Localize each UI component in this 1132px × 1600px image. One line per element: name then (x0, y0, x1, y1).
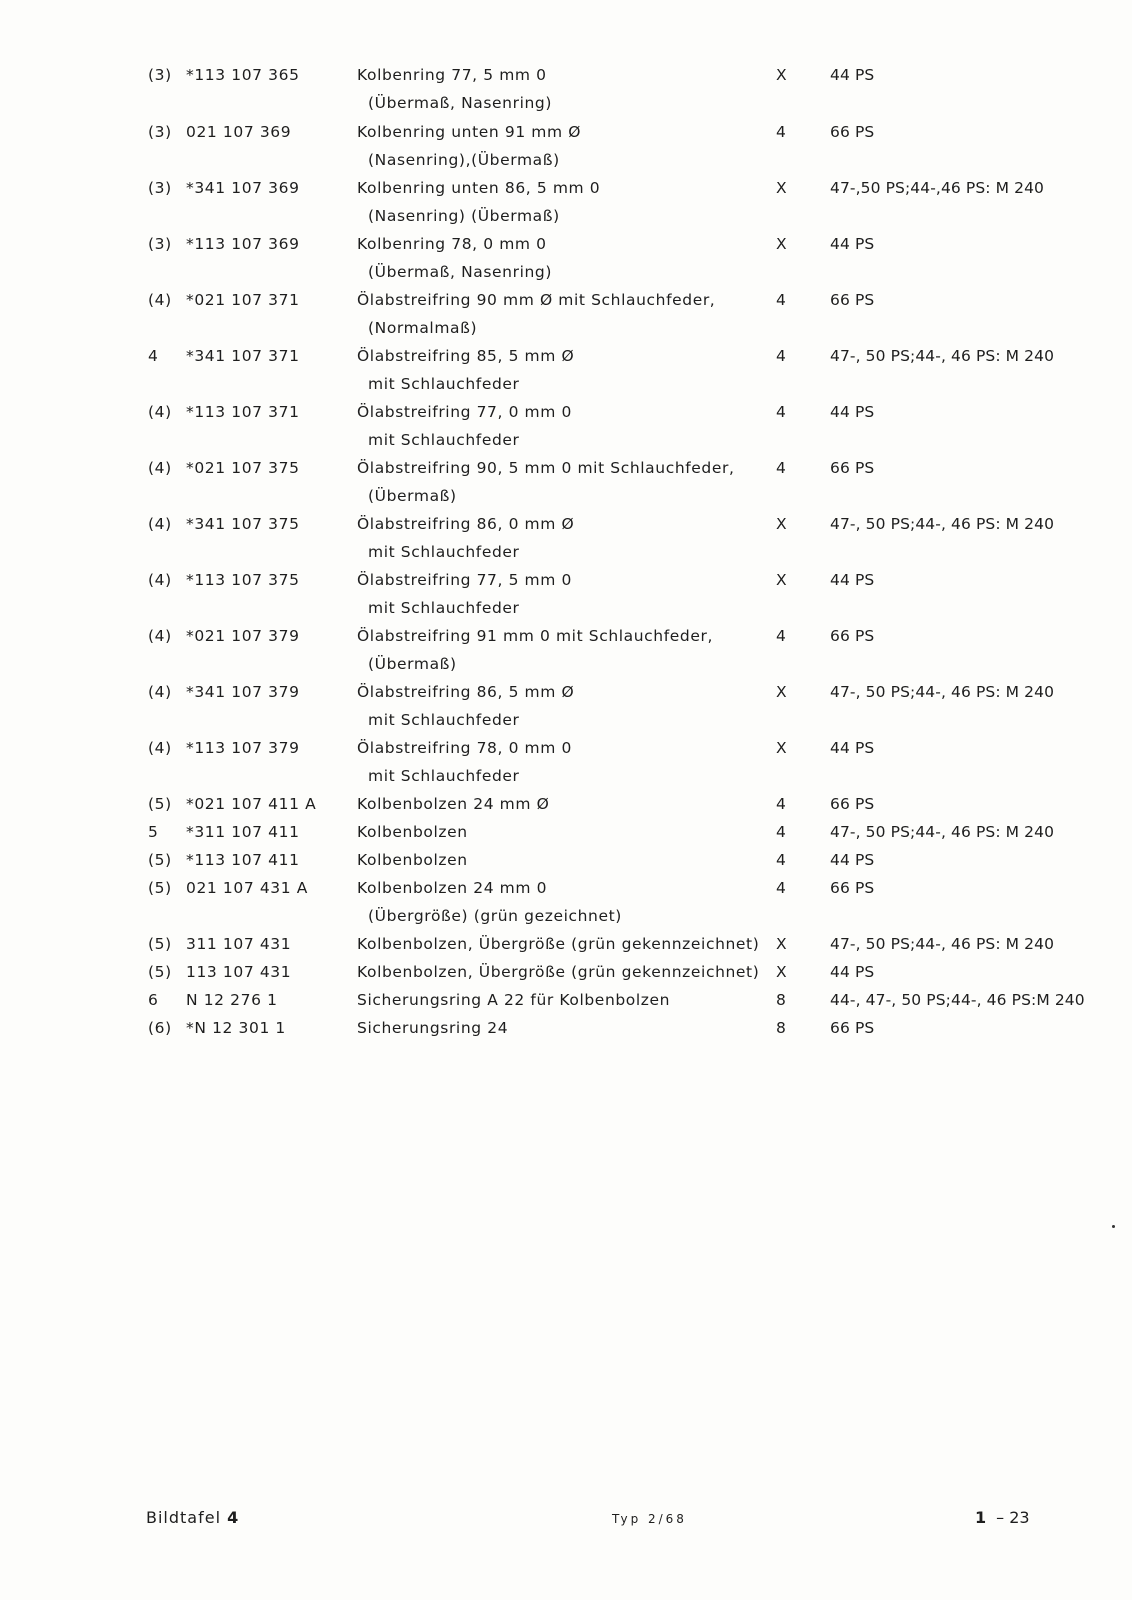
quantity: 4 (776, 123, 787, 141)
remark: 66 PS (830, 879, 875, 897)
description: Ölabstreifring 86, 0 mm Ø (357, 515, 575, 533)
parts-row (0, 235, 1132, 261)
description: Kolbenring unten 86, 5 mm 0 (357, 179, 601, 197)
quantity: 4 (776, 823, 787, 841)
part-number: *021 107 371 (186, 291, 300, 309)
part-number: *341 107 371 (186, 347, 300, 365)
item-ref: 4 (148, 347, 159, 365)
part-number: 021 107 369 (186, 123, 292, 141)
part-number: *341 107 379 (186, 683, 300, 701)
item-ref: (4) (148, 739, 172, 757)
part-number: *113 107 371 (186, 403, 300, 421)
parts-row (0, 851, 1132, 877)
type-label: Typ 2/68 (612, 1512, 687, 1526)
part-number: *N 12 301 1 (186, 1019, 286, 1037)
quantity: X (776, 515, 788, 533)
remark: 44 PS (830, 66, 875, 84)
remark: 66 PS (830, 459, 875, 477)
description: Ölabstreifring 90 mm Ø mit Schlauchfeder, (357, 291, 716, 309)
item-ref: 6 (148, 991, 159, 1009)
description-continuation: (Übermaß, Nasenring) (368, 94, 552, 112)
parts-row (0, 739, 1132, 765)
part-number: *113 107 369 (186, 235, 300, 253)
remark: 44 PS (830, 739, 875, 757)
description-continuation: mit Schlauchfeder (368, 543, 520, 561)
remark: 44 PS (830, 851, 875, 869)
description: Kolbenring unten 91 mm Ø (357, 123, 582, 141)
remark: 66 PS (830, 627, 875, 645)
remark: 47-, 50 PS;44-, 46 PS: M 240 (830, 823, 1055, 841)
description: Kolbenbolzen (357, 823, 468, 841)
item-ref: (3) (148, 66, 172, 84)
parts-row (0, 795, 1132, 821)
part-number: *341 107 375 (186, 515, 300, 533)
description-continuation: (Nasenring),(Übermaß) (368, 151, 560, 169)
description-continuation: mit Schlauchfeder (368, 375, 520, 393)
quantity: 8 (776, 1019, 787, 1037)
part-number: *341 107 369 (186, 179, 300, 197)
description: Sicherungsring A 22 für Kolbenbolzen (357, 991, 671, 1009)
parts-row (0, 683, 1132, 709)
description-continuation: mit Schlauchfeder (368, 431, 520, 449)
remark: 47-, 50 PS;44-, 46 PS: M 240 (830, 683, 1055, 701)
remark: 66 PS (830, 795, 875, 813)
item-ref: (6) (148, 1019, 172, 1037)
item-ref: (4) (148, 403, 172, 421)
description-continuation: (Übermaß, Nasenring) (368, 263, 552, 281)
item-ref: (4) (148, 683, 172, 701)
plate-label: Bildtafel (146, 1508, 222, 1527)
item-ref: (5) (148, 935, 172, 953)
quantity: X (776, 963, 788, 981)
parts-row (0, 347, 1132, 373)
description-continuation: (Übermaß) (368, 487, 457, 505)
plate-number: 4 (227, 1508, 240, 1527)
parts-row (0, 291, 1132, 317)
part-number: *311 107 411 (186, 823, 300, 841)
description-continuation: mit Schlauchfeder (368, 711, 520, 729)
part-number: *021 107 375 (186, 459, 300, 477)
remark: 47-,50 PS;44-,46 PS: M 240 (830, 179, 1045, 197)
page-number (975, 1508, 1030, 1527)
parts-row (0, 459, 1132, 485)
quantity: X (776, 935, 788, 953)
part-number: N 12 276 1 (186, 991, 278, 1009)
item-ref: (4) (148, 571, 172, 589)
description-continuation: (Nasenring) (Übermaß) (368, 207, 560, 225)
item-ref: (5) (148, 851, 172, 869)
quantity: 4 (776, 795, 787, 813)
parts-row (0, 991, 1132, 1017)
parts-row (0, 823, 1132, 849)
description: Kolbenring 77, 5 mm 0 (357, 66, 547, 84)
item-ref: (3) (148, 123, 172, 141)
part-number: *113 107 379 (186, 739, 300, 757)
parts-row (0, 879, 1132, 905)
quantity: X (776, 683, 788, 701)
quantity: 4 (776, 879, 787, 897)
quantity: X (776, 179, 788, 197)
part-number: *021 107 411 A (186, 795, 317, 813)
remark: 47-, 50 PS;44-, 46 PS: M 240 (830, 347, 1055, 365)
remark: 44 PS (830, 571, 875, 589)
item-ref: (5) (148, 879, 172, 897)
description: Kolbenbolzen 24 mm Ø (357, 795, 550, 813)
part-number: 021 107 431 A (186, 879, 308, 897)
item-ref: (4) (148, 459, 172, 477)
parts-row (0, 123, 1132, 149)
remark: 66 PS (830, 291, 875, 309)
description: Ölabstreifring 78, 0 mm 0 (357, 739, 572, 757)
parts-row (0, 1019, 1132, 1045)
page-separator: – (996, 1508, 1005, 1527)
description: Kolbenbolzen, Übergröße (grün gekennzeichnet) (357, 935, 760, 953)
description: Ölabstreifring 77, 5 mm 0 (357, 571, 572, 589)
parts-row (0, 571, 1132, 597)
quantity: 4 (776, 459, 787, 477)
remark: 44 PS (830, 403, 875, 421)
item-ref: (5) (148, 795, 172, 813)
quantity: X (776, 235, 788, 253)
parts-row (0, 403, 1132, 429)
description: Ölabstreifring 90, 5 mm 0 mit Schlauchfeder, (357, 459, 735, 477)
part-number: *113 107 365 (186, 66, 300, 84)
remark: 66 PS (830, 1019, 875, 1037)
description-continuation: mit Schlauchfeder (368, 599, 520, 617)
remark: 47-, 50 PS;44-, 46 PS: M 240 (830, 515, 1055, 533)
item-ref: (3) (148, 235, 172, 253)
remark: 66 PS (830, 123, 875, 141)
quantity: 4 (776, 291, 787, 309)
description: Ölabstreifring 85, 5 mm Ø (357, 347, 575, 365)
description: Ölabstreifring 77, 0 mm 0 (357, 403, 572, 421)
description: Kolbenbolzen, Übergröße (grün gekennzeichnet) (357, 963, 760, 981)
description-continuation: (Übergröße) (grün gezeichnet) (368, 907, 622, 925)
scan-speck (1112, 1225, 1115, 1228)
item-ref: (3) (148, 179, 172, 197)
part-number: 311 107 431 (186, 935, 292, 953)
remark: 44 PS (830, 963, 875, 981)
description: Kolbenbolzen (357, 851, 468, 869)
quantity: 4 (776, 347, 787, 365)
parts-row (0, 935, 1132, 961)
quantity: 4 (776, 851, 787, 869)
quantity: 4 (776, 627, 787, 645)
quantity: 4 (776, 403, 787, 421)
page-number-value: 23 (1009, 1508, 1030, 1527)
page-section: 1 (975, 1508, 987, 1527)
description: Sicherungsring 24 (357, 1019, 509, 1037)
parts-row (0, 627, 1132, 653)
description: Ölabstreifring 86, 5 mm Ø (357, 683, 575, 701)
item-ref: 5 (148, 823, 159, 841)
plate-reference (146, 1508, 239, 1527)
item-ref: (4) (148, 291, 172, 309)
description-continuation: mit Schlauchfeder (368, 767, 520, 785)
remark: 47-, 50 PS;44-, 46 PS: M 240 (830, 935, 1055, 953)
part-number: *113 107 411 (186, 851, 300, 869)
parts-row (0, 963, 1132, 989)
item-ref: (5) (148, 963, 172, 981)
quantity: 8 (776, 991, 787, 1009)
parts-row (0, 66, 1132, 92)
description: Ölabstreifring 91 mm 0 mit Schlauchfeder, (357, 627, 713, 645)
item-ref: (4) (148, 515, 172, 533)
parts-row (0, 179, 1132, 205)
quantity: X (776, 66, 788, 84)
quantity: X (776, 571, 788, 589)
parts-row (0, 515, 1132, 541)
description-continuation: (Übermaß) (368, 655, 457, 673)
description-continuation: (Normalmaß) (368, 319, 478, 337)
quantity: X (776, 739, 788, 757)
description: Kolbenring 78, 0 mm 0 (357, 235, 547, 253)
description: Kolbenbolzen 24 mm 0 (357, 879, 548, 897)
remark: 44 PS (830, 235, 875, 253)
part-number: 113 107 431 (186, 963, 292, 981)
part-number: *021 107 379 (186, 627, 300, 645)
part-number: *113 107 375 (186, 571, 300, 589)
remark: 44-, 47-, 50 PS;44-, 46 PS:M 240 (830, 991, 1085, 1009)
item-ref: (4) (148, 627, 172, 645)
